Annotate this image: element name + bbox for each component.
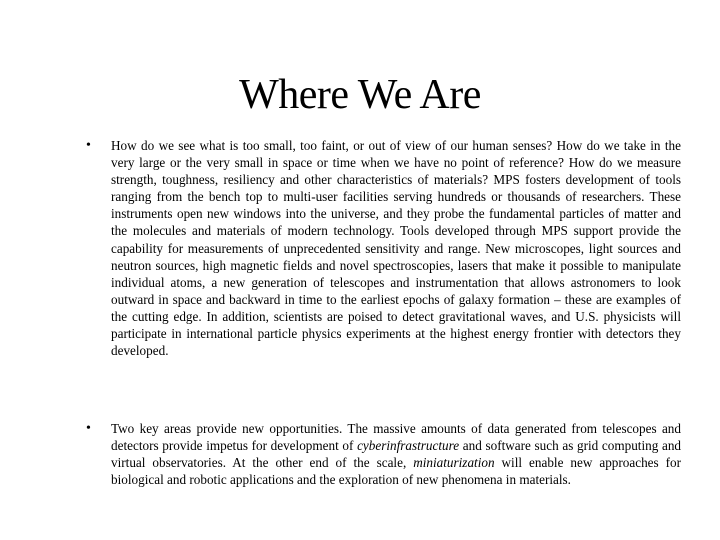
bullet-point-icon: • [86, 421, 91, 436]
emphasized-term: cyberinfrastructure [357, 438, 460, 454]
bullet-text: How do we see what is too small, too faint, or out of view of our human senses? How do we take in the very large or the very small in space or time when we have no point of reference? How do we measure strength, toughness, resiliency and other characteristics of materials? MPS fosters development of tools ranging from the bench top to multi-user facilities serving hundreds or thousands of researchers. These instruments open new windows into the universe, and they probe the fundamental particles of matter and the molecules and materials of modern technology. Tools developed through MPS support provide the capability for measurements of unprecedented sensitivity and range. New microscopes, light sources and neutron sources, high magnetic fields and novel spectroscopies, lasers that make it possible to manipulate individual atoms, a new generation of telescopes and instrumentation that allows astronomers to look outward in space and backward in time to the earliest epochs of galaxy formation – these are examples of the cutting edge. In addition, scientists are poised to detect gravitational waves, and U.S. physicists will participate in international particle physics experiments at the highest energy frontier with detectors they developed. [111, 138, 681, 359]
bullet-text [111, 420, 681, 488]
bullet-text-segment: Two key areas provide new opportunities. The massive amounts of data generated from telescopes and detectors provide impetus for development of [111, 421, 681, 454]
emphasized-term: miniaturization [413, 455, 495, 471]
slide-title: Where We Are [239, 72, 481, 118]
bullet-text-segment: will enable new approaches for biological and robotic applications and the exploration of new phenomena in materials. [111, 455, 681, 488]
bullet-point-icon: • [86, 138, 91, 153]
bullet-text-segment: and software such as grid computing and virtual observatories. At the other end of the scale, [111, 438, 682, 471]
